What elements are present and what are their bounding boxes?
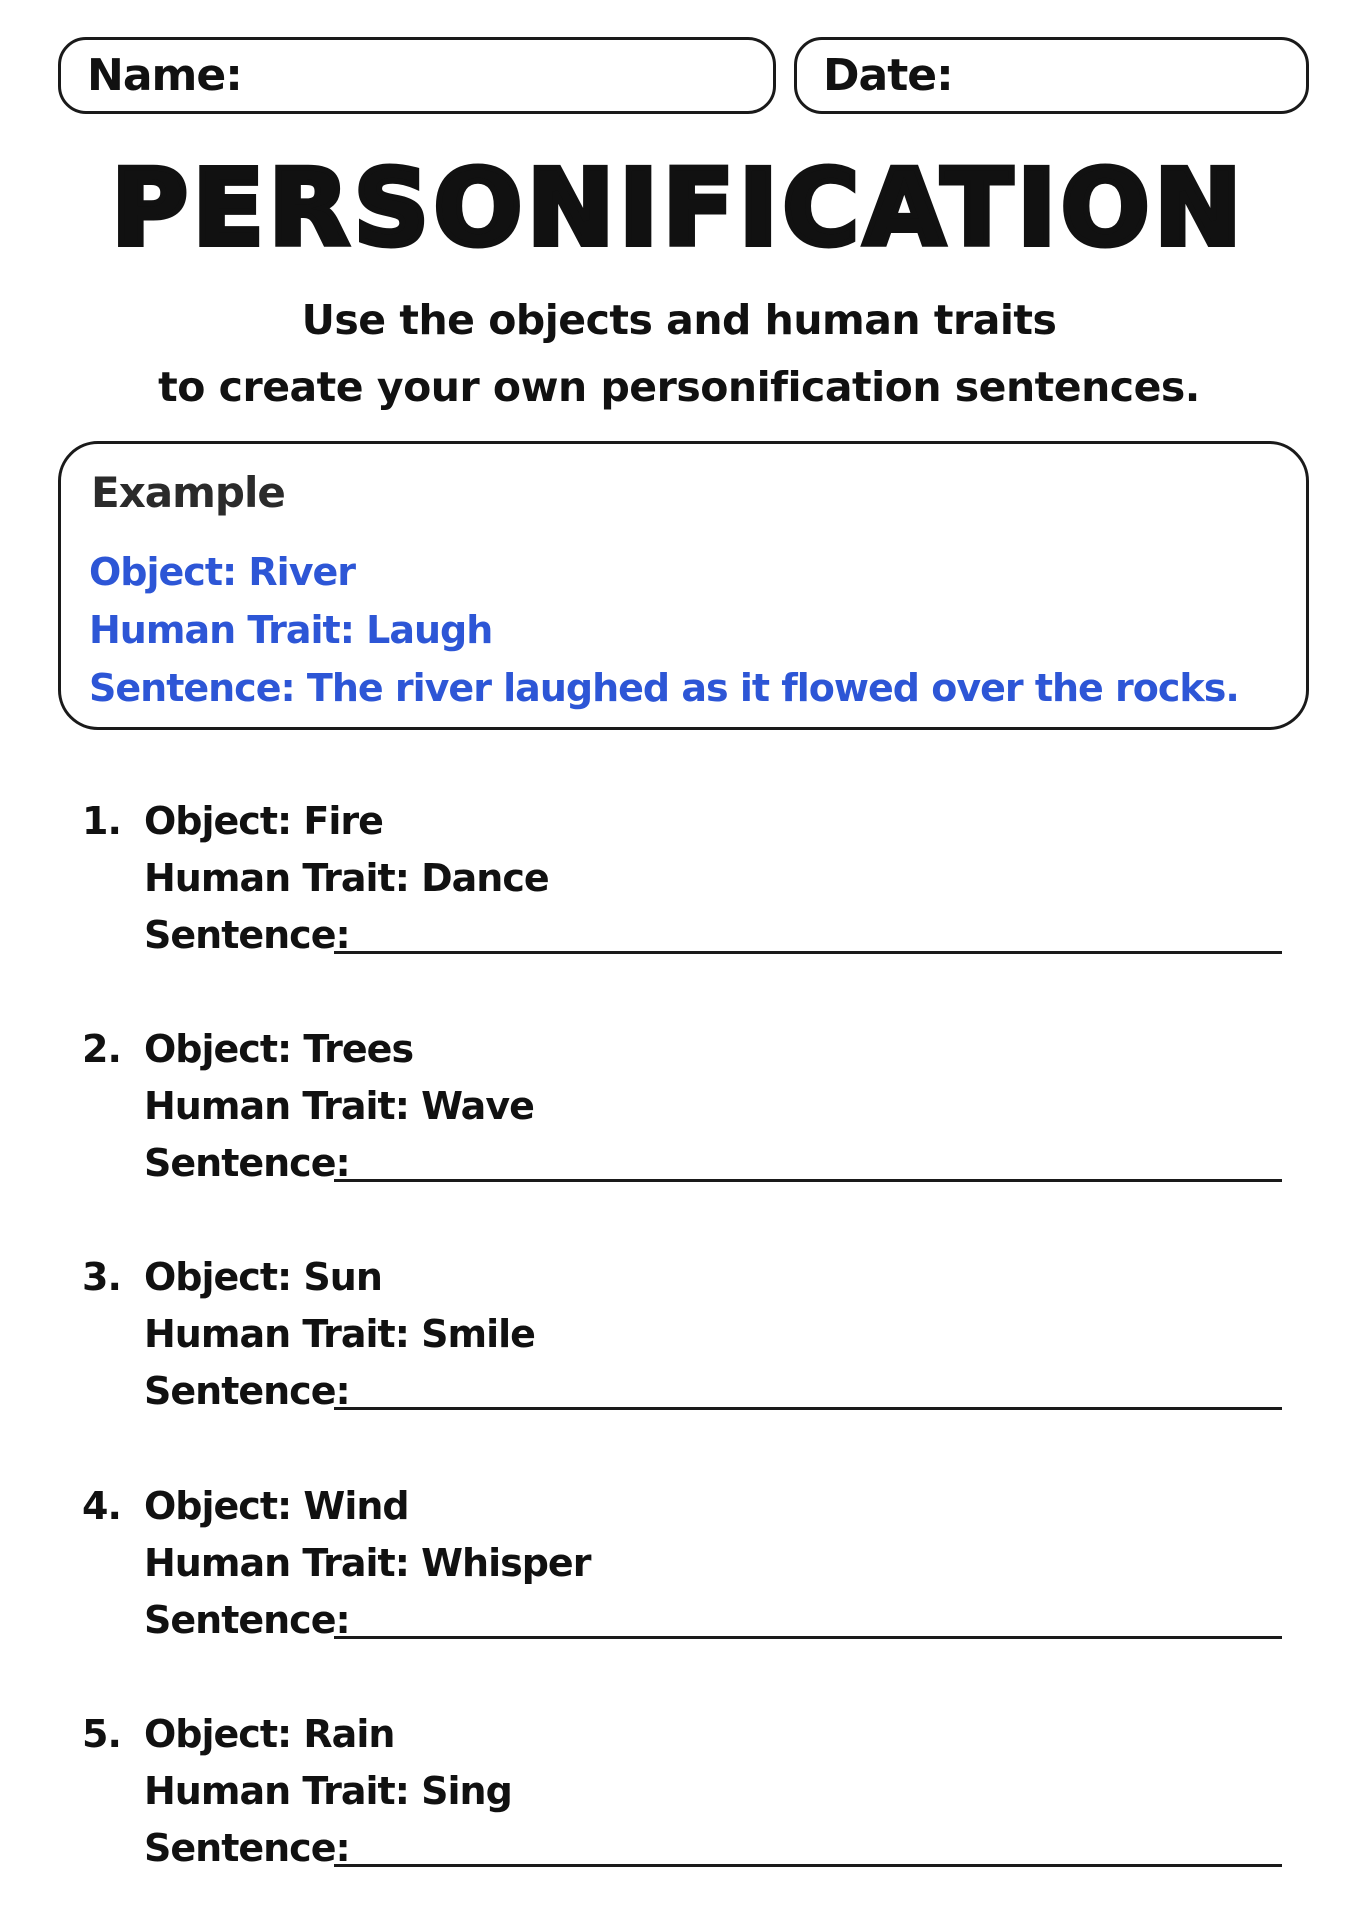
example-object: Object: River: [89, 550, 355, 594]
question-trait: Human Trait: Whisper: [144, 1541, 591, 1585]
question-sentence-label: Sentence:: [144, 1598, 350, 1642]
answer-line[interactable]: [334, 951, 1282, 954]
name-field[interactable]: [58, 37, 776, 114]
answer-line[interactable]: [334, 1179, 1282, 1182]
instructions-line-1: Use the objects and human traits: [301, 296, 1057, 344]
question-object: Object: Fire: [144, 799, 383, 843]
question-number: 1.: [82, 799, 121, 843]
date-label: Date:: [823, 50, 953, 101]
question-item: [80, 1711, 1280, 1891]
question-number: 2.: [82, 1027, 121, 1071]
question-number: 4.: [82, 1484, 121, 1528]
question-number: 5.: [82, 1712, 121, 1756]
page-title: PERSONIFICATION: [111, 147, 1247, 269]
question-trait: Human Trait: Dance: [144, 856, 549, 900]
instructions: [0, 287, 1358, 421]
answer-line[interactable]: [334, 1864, 1282, 1867]
question-item: [80, 1254, 1280, 1434]
question-sentence-label: Sentence:: [144, 1826, 350, 1870]
question-item: [80, 798, 1280, 978]
question-sentence-label: Sentence:: [144, 1369, 350, 1413]
question-trait: Human Trait: Wave: [144, 1084, 534, 1128]
question-object: Object: Sun: [144, 1255, 382, 1299]
example-heading: Example: [91, 468, 285, 517]
question-object: Object: Rain: [144, 1712, 395, 1756]
question-sentence-label: Sentence:: [144, 913, 350, 957]
question-trait: Human Trait: Smile: [144, 1312, 535, 1356]
date-field[interactable]: [794, 37, 1309, 114]
name-label: Name:: [87, 50, 242, 101]
example-sentence: Sentence: The river laughed as it flowed over the rocks.: [89, 666, 1239, 710]
question-sentence-label: Sentence:: [144, 1141, 350, 1185]
example-box: [58, 441, 1309, 730]
question-number: 3.: [82, 1255, 121, 1299]
question-item: [80, 1483, 1280, 1663]
question-object: Object: Wind: [144, 1484, 409, 1528]
question-trait: Human Trait: Sing: [144, 1769, 512, 1813]
example-trait: Human Trait: Laugh: [89, 608, 493, 652]
question-object: Object: Trees: [144, 1027, 414, 1071]
answer-line[interactable]: [334, 1407, 1282, 1410]
question-item: [80, 1026, 1280, 1206]
instructions-line-2: to create your own personification sentences.: [158, 363, 1200, 411]
answer-line[interactable]: [334, 1636, 1282, 1639]
